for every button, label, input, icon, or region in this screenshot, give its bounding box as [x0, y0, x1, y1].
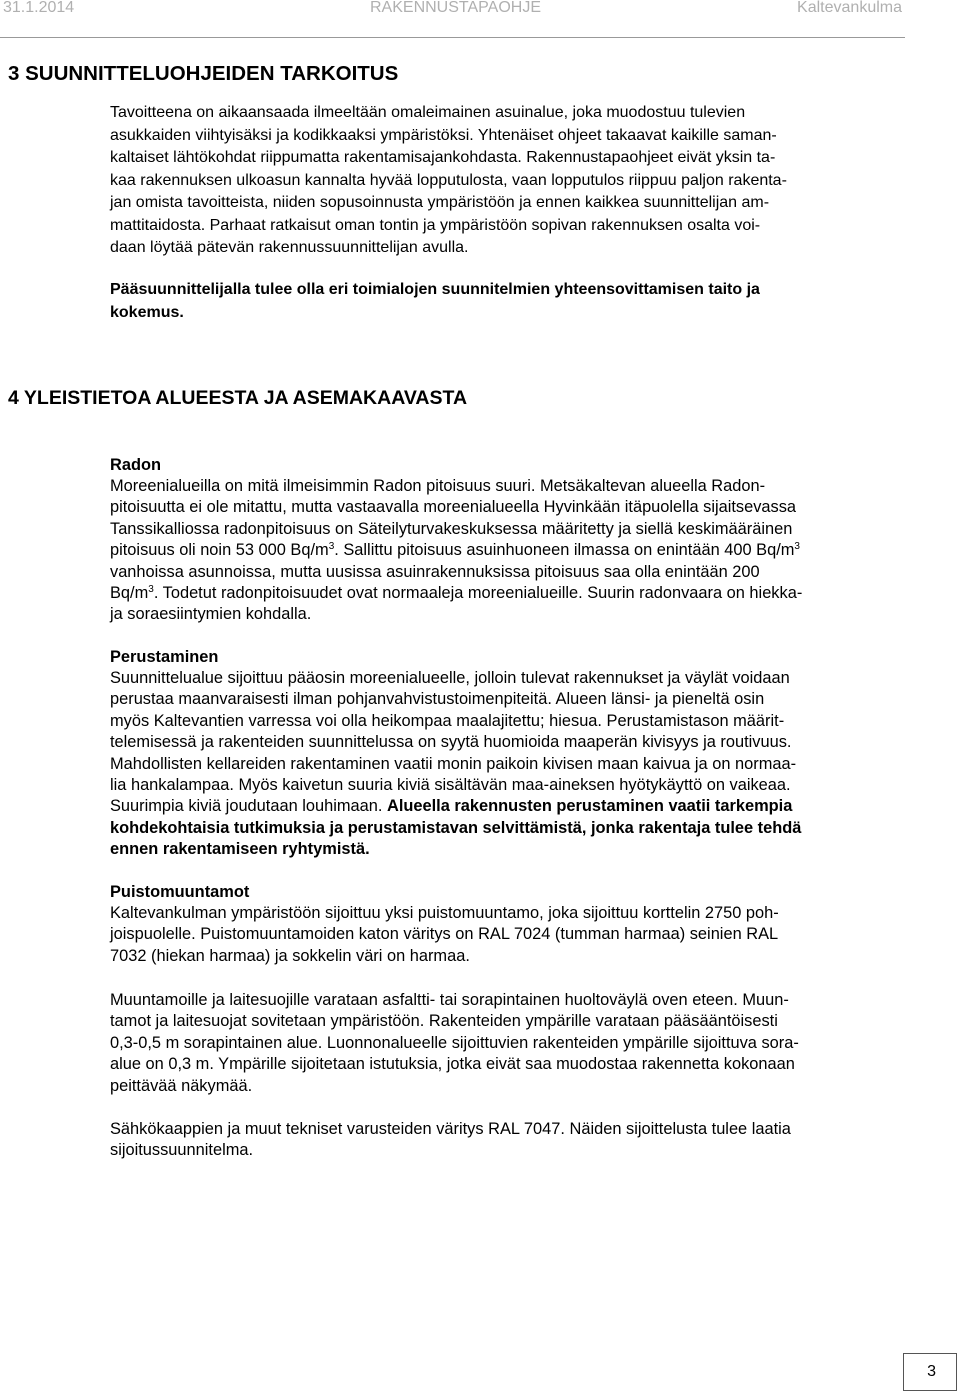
- section-3-paragraph: Tavoitteena on aikaansaada ilmeeltään omaleimainen asuinalue, joka muodostuu tulevien asukkaiden viihtyisäksi ja kodikkaaksi ympäristöksi. Yhtenäiset ohjeet takaavat kaikille saman- kaltaiset lähtökohdat riippumatta rakentamisajankohdasta. Rakennustapaohjeet eivät yksin ta- kaa rakennuksen ulkoasun kannalta hyvää lopputulosta, vaan lopputulos riippuu paljon rakenta- jan omista tavoitteista, niiden sopusoinnusta ympäristöön ja ennen kaikkea suunnittelijan am- mattitaidosta. Parhaat ratkaisut oman tontin ja ympäristöön sopivan rakennuksen osalta voi- daan löytää pätevän rakennussuunnittelijan avulla.: [110, 104, 787, 256]
- section-3-bold-note: Pääsuunnittelijalla tulee olla eri toimialojen suunnitelmien yhteensovittamisen taito ja kokemus.: [110, 281, 760, 321]
- section-3-heading: 3 SUUNNITTELUOHJEIDEN TARKOITUS: [8, 62, 399, 85]
- foundation-heading: Perustaminen: [110, 648, 219, 666]
- header-site-name: Kaltevankulma: [797, 0, 902, 16]
- section-4-heading: 4 YLEISTIETOA ALUEESTA JA ASEMAKAAVASTA: [8, 387, 468, 409]
- header-date: 31.1.2014: [3, 0, 75, 16]
- foundation-bold-text: Alueella rakennusten perustaminen vaatii tarkempia kohdekohtaisia tutkimuksia ja perustamistavan selvittämistä, jonka rakentaja tulee tehdä ennen rakentamiseen ryhtymistä.: [110, 797, 802, 859]
- page-number-box: [903, 1353, 957, 1391]
- radon-paragraph: [110, 476, 900, 626]
- substations-paragraph-3: Sähkökaappien ja muut tekniset varusteiden väritys RAL 7047. Näiden sijoittelusta tulee laatia sijoitussuunnitelma.: [110, 1120, 791, 1160]
- radon-text-b: . Sallittu pitoisuus asuinhuoneen ilmassa on enintään 400 Bq/m: [334, 541, 795, 560]
- substations-paragraph-1: Kaltevankulman ympäristöön sijoittuu yksi puistomuuntamo, joka sijoittuu korttelin 2750 poh- joispuolelle. Puistomuuntamoiden katon väritys on RAL 7024 (tumman harmaa) seinien RAL 7032 (hiekan harmaa) ja sokkelin väri on harmaa.: [110, 904, 779, 965]
- page-number: 3: [927, 1363, 936, 1380]
- radon-superscript-3: 3: [148, 584, 154, 596]
- foundation-paragraph: [110, 668, 900, 861]
- header-divider: [0, 37, 905, 38]
- radon-text-c: vanhoissa asunnoissa, mutta uusissa asuinrakennuksissa pitoisuus saa olla enintään 200 Bq/m: [110, 562, 760, 603]
- radon-text-a: Moreenialueilla on mitä ilmeisimmin Radon pitoisuus suuri. Metsäkaltevan alueella Radon- pitoisuutta ei ole mitattu, mutta vastaavalla moreenialueella Hyvinkään itäpuolella sijaitsevassa Tanssikalliossa radonpitoisuus on Säteilyturvakeskuksessa määritetty ja siellä keskimääräinen pitoisuus oli noin 53 000 Bq/m: [110, 477, 797, 560]
- radon-superscript-2: 3: [794, 541, 800, 553]
- page-header: [0, 0, 960, 38]
- radon-superscript-1: 3: [328, 541, 335, 553]
- foundation-text: Suunnittelualue sijoittuu pääosin moreenialueelle, jolloin tulevat rakennukset ja väylät voidaan perustaa maanvaraisesti ilman pohjanvahvistustoimenpiteitä. Alueen länsi- ja pieneltä osin myös Kaltevantien varressa voi olla heikompaa maalajitettu; hiesua. Perustamistason määrit- telemisessä ja rakenteiden suunnittelussa on syytä huomioida maaperän kivisyys ja routivuus. Mahdollisten kellareiden rakentaminen vaatii monin paikoin kivisen maan kaivua ja on normaa- lia hankalampaa. Myös kaivetun suuria kiviä sisältävän maa-aineksen hyötykäyttö on vaikeaa. Suurimpia kiviä joudutaan louhimaan.: [110, 669, 797, 816]
- header-document-title: RAKENNUSTAPAOHJE: [370, 0, 541, 16]
- radon-heading: Radon: [110, 456, 161, 474]
- substations-paragraph-2: Muuntamoille ja laitesuojille varataan asfaltti- tai sorapintainen huoltoväylä oven eteen. Muun- tamot ja laitesuojat sovitetaan ympäristöön. Rakenteiden ympärille varataan pääsääntöisesti 0,3-0,5 m sorapintainen alue. Luonnonalueelle sijoittuvien rakenteiden ympärille sijoittuva sora- alue on 0,3 m. Ympärille sijoitetaan istutuksia, jotka eivät saa muodostaa rakennetta kokonaan peittävää näkymää.: [110, 991, 799, 1095]
- radon-text-d: . Todetut radonpitoisuudet ovat normaaleja moreenialueille. Suurin radonvaara on hiekka- ja soraesiintymien kohdalla.: [110, 584, 803, 624]
- substations-heading: Puistomuuntamot: [110, 883, 250, 901]
